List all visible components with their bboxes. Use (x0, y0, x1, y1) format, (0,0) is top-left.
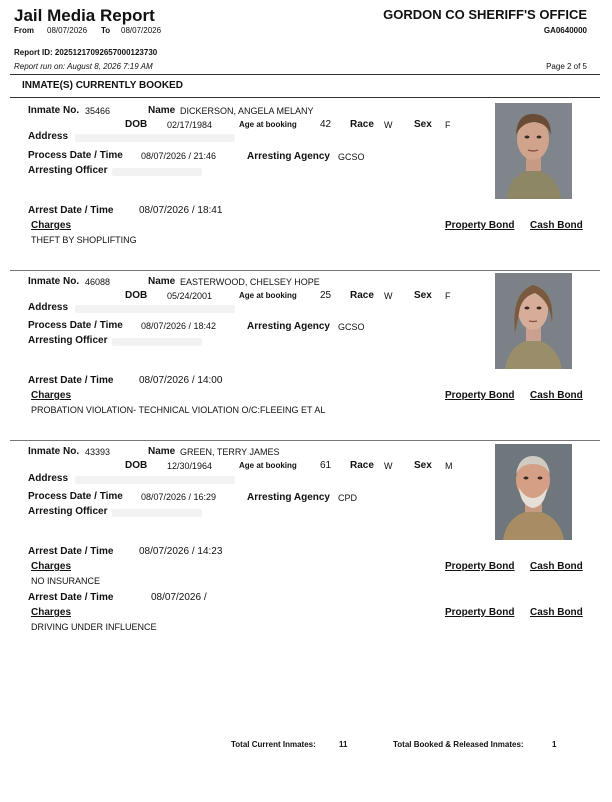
redacted-officer (112, 168, 202, 176)
redacted-address (75, 476, 235, 484)
report-title: Jail Media Report (14, 6, 155, 25)
process-date-label: Process Date / Time (28, 150, 123, 161)
address-label: Address (28, 473, 69, 484)
charge-text: DRIVING UNDER INFLUENCE (31, 622, 157, 632)
charges-label: Charges (31, 607, 72, 618)
arresting-agency-label: Arresting Agency (247, 151, 330, 162)
dob-value: 12/30/1964 (167, 461, 213, 471)
dob-label: DOB (125, 460, 148, 471)
inmate-no-label: Inmate No. (28, 446, 80, 457)
sex-label: Sex (414, 119, 432, 130)
arresting-agency-value: GCSO (338, 152, 365, 162)
arrest-date-label: Arrest Date / Time (28, 546, 114, 557)
from-label: From (14, 26, 34, 35)
process-date-label: Process Date / Time (28, 320, 123, 331)
age-value: 61 (320, 460, 332, 471)
sex-value: F (445, 120, 451, 130)
from-date: 08/07/2026 (47, 26, 88, 35)
inmate-photo (495, 103, 572, 199)
arresting-officer-label: Arresting Officer (28, 165, 108, 176)
redacted-officer (112, 338, 202, 346)
section-divider (10, 97, 600, 98)
page-number: Page 2 of 5 (546, 62, 587, 71)
process-date-label: Process Date / Time (28, 491, 123, 502)
name-value: GREEN, TERRY JAMES (180, 447, 280, 457)
property-bond-label: Property Bond (445, 220, 515, 231)
agency-name: GORDON CO SHERIFF'S OFFICE (383, 7, 587, 22)
report-id: Report ID: 20251217092657000123730 (14, 48, 158, 57)
sex-label: Sex (414, 460, 432, 471)
cash-bond-label: Cash Bond (530, 390, 583, 401)
dob-value: 05/24/2001 (167, 291, 213, 301)
redacted-officer (112, 509, 202, 517)
to-label: To (101, 26, 111, 35)
arresting-agency-label: Arresting Agency (247, 492, 330, 503)
total-released-value: 1 (552, 740, 557, 749)
agency-code: GA0640000 (543, 26, 587, 35)
property-bond-label: Property Bond (445, 607, 515, 618)
inmate-photo (495, 273, 572, 369)
sex-label: Sex (414, 290, 432, 301)
sex-value: M (445, 461, 453, 471)
property-bond-label: Property Bond (445, 561, 515, 572)
arrest-date-label: Arrest Date / Time (28, 205, 114, 216)
inmate-photo (495, 444, 572, 540)
race-value: W (384, 461, 393, 471)
property-bond-label: Property Bond (445, 390, 515, 401)
charges-label: Charges (31, 390, 72, 401)
arresting-agency-value: GCSO (338, 322, 365, 332)
name-label: Name (148, 276, 176, 287)
inmate-no-value: 46088 (85, 277, 111, 287)
charge-text: PROBATION VIOLATION- TECHNICAL VIOLATION O/C:FLEEING ET AL (31, 405, 326, 415)
record-divider (10, 270, 600, 271)
header-divider (10, 74, 600, 75)
age-label: Age at booking (239, 461, 297, 470)
inmate-no-label: Inmate No. (28, 105, 80, 116)
race-value: W (384, 120, 393, 130)
name-label: Name (148, 105, 176, 116)
race-label: Race (350, 460, 374, 471)
arresting-agency-label: Arresting Agency (247, 321, 330, 332)
charges-label: Charges (31, 220, 72, 231)
age-label: Age at booking (239, 291, 297, 300)
process-date-value: 08/07/2026 / 16:29 (141, 492, 217, 502)
address-label: Address (28, 302, 69, 313)
total-released-label: Total Booked & Released Inmates: (393, 740, 524, 749)
inmate-no-label: Inmate No. (28, 276, 80, 287)
inmate-no-value: 43393 (85, 447, 111, 457)
report-run-on: Report run on: August 8, 2026 7:19 AM (14, 62, 153, 71)
charges-label: Charges (31, 561, 72, 572)
redacted-address (75, 305, 235, 313)
cash-bond-label: Cash Bond (530, 561, 583, 572)
arrest-date-value: 08/07/2026 / (151, 592, 207, 603)
address-label: Address (28, 131, 69, 142)
charge-text: NO INSURANCE (31, 576, 101, 586)
cash-bond-label: Cash Bond (530, 220, 583, 231)
name-label: Name (148, 446, 176, 457)
dob-label: DOB (125, 290, 148, 301)
process-date-value: 08/07/2026 / 18:42 (141, 321, 217, 331)
age-value: 42 (320, 119, 332, 130)
arrest-date-value: 08/07/2026 / 14:23 (139, 546, 223, 557)
redacted-address (75, 134, 235, 142)
race-value: W (384, 291, 393, 301)
arrest-date-label: Arrest Date / Time (28, 592, 114, 603)
dob-value: 02/17/1984 (167, 120, 213, 130)
name-value: DICKERSON, ANGELA MELANY (180, 106, 314, 116)
arrest-date-value: 08/07/2026 / 18:41 (139, 205, 223, 216)
sex-value: F (445, 291, 451, 301)
cash-bond-label: Cash Bond (530, 607, 583, 618)
race-label: Race (350, 290, 374, 301)
race-label: Race (350, 119, 374, 130)
process-date-value: 08/07/2026 / 21:46 (141, 151, 217, 161)
arresting-officer-label: Arresting Officer (28, 506, 108, 517)
arrest-date-value: 08/07/2026 / 14:00 (139, 375, 223, 386)
section-title: INMATE(S) CURRENTLY BOOKED (22, 80, 183, 91)
inmate-no-value: 35466 (85, 106, 111, 116)
total-current-value: 11 (339, 740, 348, 749)
to-date: 08/07/2026 (121, 26, 162, 35)
arresting-agency-value: CPD (338, 493, 358, 503)
total-current-label: Total Current Inmates: (231, 740, 316, 749)
age-value: 25 (320, 290, 332, 301)
dob-label: DOB (125, 119, 148, 130)
arresting-officer-label: Arresting Officer (28, 335, 108, 346)
record-divider (10, 440, 600, 441)
arrest-date-label: Arrest Date / Time (28, 375, 114, 386)
age-label: Age at booking (239, 120, 297, 129)
charge-text: THEFT BY SHOPLIFTING (31, 235, 137, 245)
name-value: EASTERWOOD, CHELSEY HOPE (180, 277, 320, 287)
